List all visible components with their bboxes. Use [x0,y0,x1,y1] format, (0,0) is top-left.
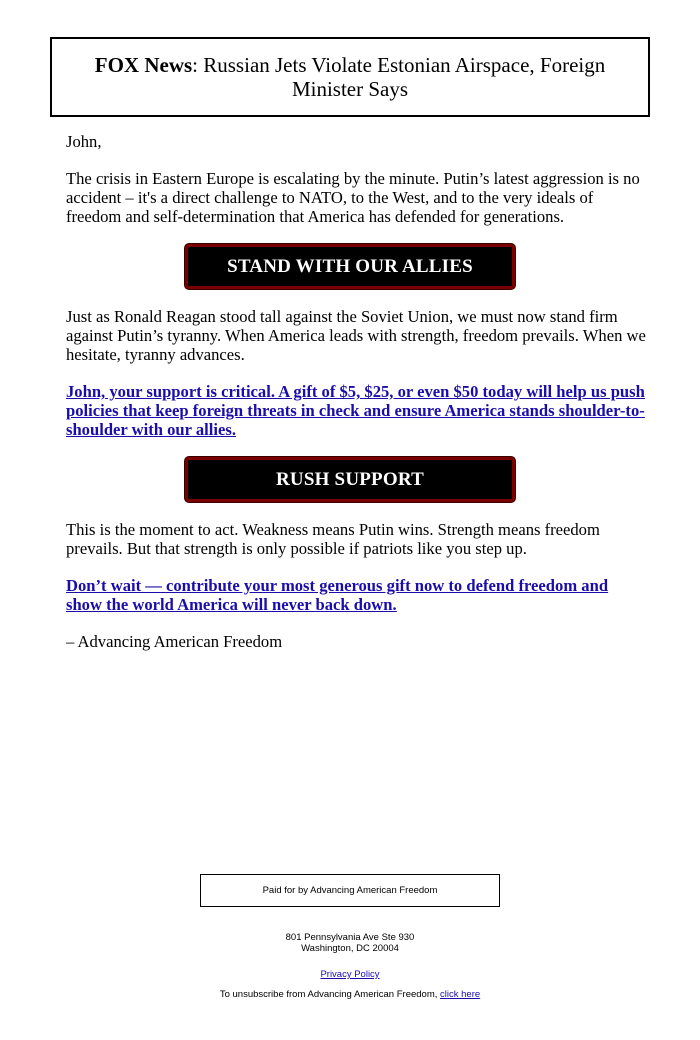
paragraph-3: This is the moment to act. Weakness means Putin wins. Strength means freedom prevails. But that strength is only possible if patriots like you step up. [66,520,600,558]
privacy-row [0,969,700,980]
address [0,932,700,954]
headline-text [72,53,628,101]
headline-banner [50,37,650,117]
address-line-1: 801 Pennsylvania Ave Ste 930 [285,932,415,943]
greeting: John, [66,132,102,151]
footer [0,874,700,1000]
paid-for-text: Paid for by Advancing American Freedom [262,885,438,896]
address-line-2: Washington, DC 20004 [301,943,399,954]
headline-source: FOX News [94,53,193,77]
privacy-policy-link[interactable]: Privacy Policy [320,969,380,980]
donate-link-2-container [66,576,646,614]
donate-link-1[interactable]: John, your support is critical. A gift of $5, $25, or even $50 today will help us push policies that keep foreign threats in check and ensure America stands shoulder-to-shoulder with our allies. [66,382,645,439]
donate-link-2[interactable]: Don’t wait — contribute your most generous gift now to defend freedom and show the world America will never back down. [66,576,609,614]
donate-link-1-container [66,382,646,439]
cta-wrap-1 [50,244,650,289]
unsubscribe-row [0,989,700,1000]
email-body [66,132,646,669]
unsubscribe-text: To unsubscribe from Advancing American Freedom, [219,989,441,1000]
paragraph-1: The crisis in Eastern Europe is escalating by the minute. Putin’s latest aggression is no accident – it's a direct challenge to NATO, to the West, and to the very ideals of freedom and self-determination that America has defended for generations. [66,169,640,226]
stand-with-allies-button[interactable]: STAND WITH OUR ALLIES [185,244,515,289]
rush-support-button[interactable]: RUSH SUPPORT [185,457,515,502]
signoff: – Advancing American Freedom [66,632,283,651]
paragraph-2: Just as Ronald Reagan stood tall against the Soviet Union, we must now stand firm against Putin’s tyranny. When America leads with strength, freedom prevails. When we hesitate, tyranny advances. [66,307,646,364]
paid-for-box [200,874,500,907]
headline-title: : Russian Jets Violate Estonian Airspace, Foreign Minister Says [192,53,606,101]
cta-wrap-2 [50,457,650,502]
unsubscribe-link[interactable]: click here [440,989,481,1000]
